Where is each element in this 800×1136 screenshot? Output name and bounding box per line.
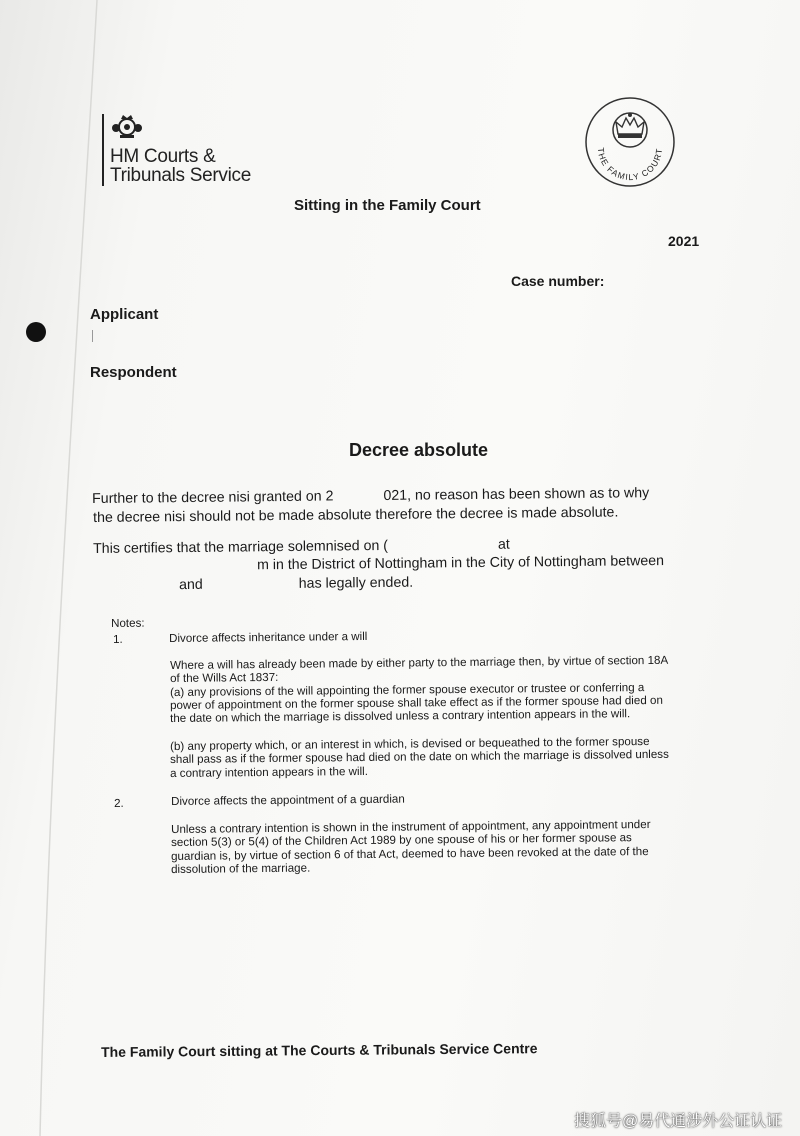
year: 2021 (668, 233, 700, 249)
note-1-line: a contrary intention appears in the will. (170, 764, 368, 780)
sitting-title: Sitting in the Family Court (294, 197, 481, 214)
redacted-applicant-name (92, 330, 93, 342)
applicant-label: Applicant (90, 306, 159, 323)
note-1-heading: Divorce affects inheritance under a will (169, 629, 368, 645)
hmcts-logo (102, 112, 262, 188)
note-2-line: guardian is, by virtue of section 6 of that Act, deemed to have been revoked at the date of the (171, 844, 649, 863)
logo-text-line1: HM Courts & (110, 146, 216, 167)
note-2-heading: Divorce affects the appointment of a guardian (171, 792, 405, 808)
certification-line3 (93, 574, 413, 595)
certification-line2-text: m in the District of Nottingham in the City of Nottingham between (257, 553, 665, 574)
certification-line3-end: has legally ended. (298, 574, 414, 592)
family-court-seal (584, 96, 676, 188)
logo-divider (102, 114, 104, 186)
certification-line1-at: at (497, 536, 510, 553)
case-number-label: Case number: (511, 273, 605, 289)
notes-label: Notes: (111, 616, 145, 630)
note-2-line: section 5(3) or 5(4) of the Children Act 1989 by one spouse of his or her former spouse as (171, 831, 632, 849)
note-2-line: dissolution of the marriage. (171, 861, 311, 876)
decree-title: Decree absolute (349, 440, 489, 460)
note-2-number: 2. (114, 796, 124, 810)
logo-text-line2: Tribunals Service (110, 165, 251, 186)
note-1-line: of the Wills Act 1837: (170, 670, 279, 685)
note-1-line: (a) any provisions of the will appointing the former spouse executor or trustee or conferring a (170, 681, 645, 699)
decree-nisi-line2: the decree nisi should not be made absolute therefore the decree is made absolute. (93, 504, 619, 526)
note-1-line: power of appointment on the former spouse shall take effect as if the former spouse had died on (170, 693, 663, 712)
note-1-line: (b) any property which, or an interest in which, is devised or bequeathed to the former spouse (170, 734, 650, 753)
note-2-line: Unless a contrary intention is shown in the instrument of appointment, any appointment under (171, 817, 651, 836)
certification-line1-start: This certifies that the marriage solemnised on ( (93, 537, 389, 557)
note-1-line: shall pass as if the former spouse had died on the date on which the marriage is dissolved unless (170, 747, 669, 766)
note-1-number: 1. (113, 632, 123, 646)
source-watermark: 搜狐号@易代通涉外公证认证 (574, 1113, 783, 1130)
decree-nisi-line1-start: Further to the decree nisi granted on 2 (92, 488, 334, 507)
note-1-line: the date on which the marriage is dissolved unless a contrary intention appears in the will. (170, 707, 631, 725)
respondent-label: Respondent (90, 364, 177, 381)
punch-hole (26, 322, 46, 342)
royal-crest-icon (110, 112, 144, 140)
seal-text: THE FAMILY COURT (595, 147, 665, 183)
decree-nisi-line1-end: 021, no reason has been shown as to why (383, 485, 650, 504)
certification-line3-and: and (179, 576, 203, 594)
note-1-line: Where a will has already been made by either party to the marriage then, by virtue of section 18A (170, 653, 669, 672)
footer-court-location: The Family Court sitting at The Courts & Tribunals Service Centre (101, 1040, 538, 1060)
